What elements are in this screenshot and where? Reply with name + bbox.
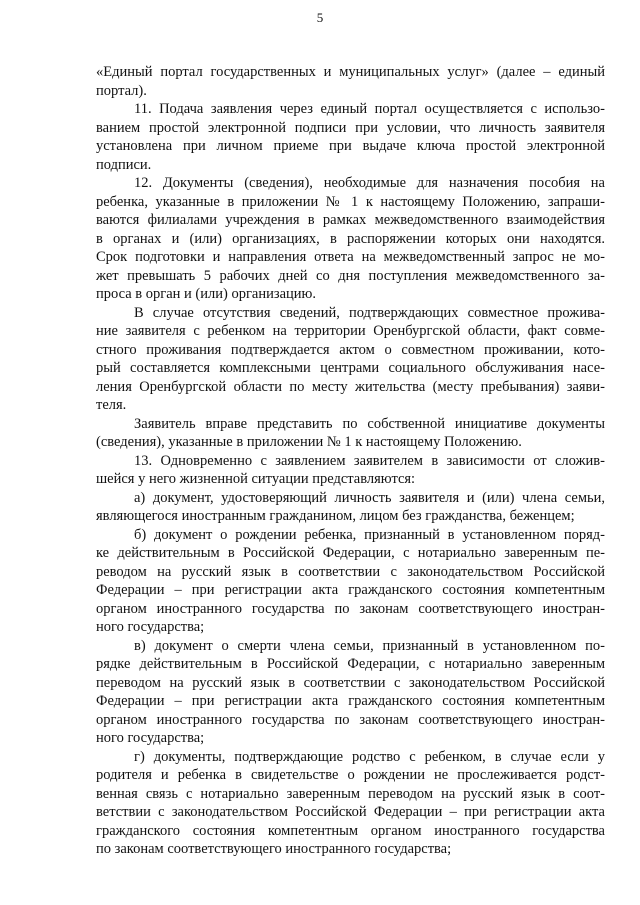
- text-line: г) документы, подтверждающие родство с ребенком, в случае если у: [134, 748, 605, 765]
- paragraph: [96, 174, 605, 304]
- text-line: В случае отсутствия сведений, подтверждающих совместное прожива-: [134, 304, 605, 321]
- text-line: Срок подготовки и направления ответа на межведомственный запрос не мо-: [96, 249, 605, 265]
- text-line: ванием простой электронной подписи при условии, что личность заявителя: [96, 119, 605, 136]
- text-line: рядке действительным в Российской Федерации, с нотариально заверенным: [96, 656, 605, 672]
- text-line: ваются филиалами учреждения в рамках межведомственного взаимодействия: [96, 212, 605, 228]
- text-line: в) документ о смерти члена семьи, признанный в установленном по-: [134, 637, 605, 654]
- text-line: теля.: [96, 397, 127, 413]
- page-number: 5: [316, 10, 324, 25]
- text-line: гражданского состояния компетентным органом иностранного государства: [96, 822, 605, 839]
- text-line: реводом на русский язык в соответствии с законодательством Российской: [96, 563, 605, 580]
- text-line: подписи.: [96, 156, 152, 173]
- paragraph: [96, 637, 605, 748]
- text-line: а) документ, удостоверяющий личность заявителя и (или) члена семьи,: [134, 489, 605, 506]
- text-line: ребенка, указанные в приложении № 1 к настоящему Положению, запраши-: [96, 193, 605, 210]
- text-line: портал).: [96, 82, 147, 99]
- paragraph: [96, 100, 605, 174]
- text-line: венная связь с нотариально заверенным переводом на русский язык в соот-: [96, 785, 605, 802]
- text-line: установлена при личном приеме при выдаче ключа простой электронной: [96, 138, 605, 154]
- text-line: жет превышать 5 рабочих дней со дня поступления межведомственного за-: [96, 267, 605, 284]
- text-line: ления Оренбургской области по месту жительства (месту пребывания) заяви-: [96, 378, 605, 395]
- text-line: органом иностранного государства по законам соответствующего иностран-: [96, 600, 605, 617]
- text-line: 12. Документы (сведения), необходимые для назначения пособия на: [134, 175, 605, 191]
- text-line: являющегося иностранным гражданином, лицом без гражданства, беженцем;: [96, 508, 575, 524]
- text-line: б) документ о рождении ребенка, признанный в установленном поряд-: [134, 526, 605, 543]
- text-line: ного государства;: [96, 730, 205, 746]
- text-line: родителя и ребенка в свидетельстве о рождении не прослеживается родст-: [96, 767, 605, 783]
- text-line: ветствии с законодательством Российской Федерации – при регистрации акта: [96, 804, 605, 820]
- paragraph: [96, 526, 605, 637]
- paragraph: [96, 489, 605, 526]
- text-line: шейся у него жизненной ситуации представляются:: [96, 471, 416, 487]
- text-line: органом иностранного государства по законам соответствующего иностран-: [96, 711, 605, 728]
- text-line: «Единый портал государственных и муниципальных услуг» (далее – единый: [96, 64, 605, 80]
- paragraph: [96, 304, 605, 415]
- text-line: Федерации – при регистрации акта гражданского состояния компетентным: [96, 582, 605, 598]
- text-line: 11. Подача заявления через единый портал осуществляется с использо-: [134, 101, 605, 117]
- text-line: ного государства;: [96, 619, 205, 635]
- document-body: [96, 63, 605, 859]
- text-line: в органах и (или) организациях, в распоряжении которых они находятся.: [96, 230, 605, 247]
- paragraph: [96, 63, 605, 100]
- text-line: ние заявителя с ребенком на территории Оренбургской области, факт совме-: [96, 323, 605, 339]
- paragraph: [96, 452, 605, 489]
- text-line: Заявитель вправе представить по собственной инициативе документы: [134, 415, 605, 432]
- text-line: переводом на русский язык в соответствии с законодательством Российской: [96, 674, 605, 691]
- paragraph: [96, 415, 605, 452]
- text-line: рый составляется комплексными центрами социального обслуживания насе-: [96, 360, 605, 376]
- text-line: Федерации – при регистрации акта гражданского состояния компетентным: [96, 693, 605, 709]
- text-line: проса в орган и (или) организацию.: [96, 286, 316, 302]
- text-line: ке действительным в Российской Федерации, с нотариально заверенным пе-: [96, 545, 605, 561]
- text-line: стного проживания подтверждается актом о совместном проживании, кото-: [96, 341, 605, 358]
- text-line: 13. Одновременно с заявлением заявителем в зависимости от сложив-: [134, 452, 605, 469]
- text-line: по законам соответствующего иностранного государства;: [96, 841, 452, 857]
- text-line: (сведения), указанные в приложении № 1 к настоящему Положению.: [96, 434, 522, 450]
- paragraph: [96, 748, 605, 859]
